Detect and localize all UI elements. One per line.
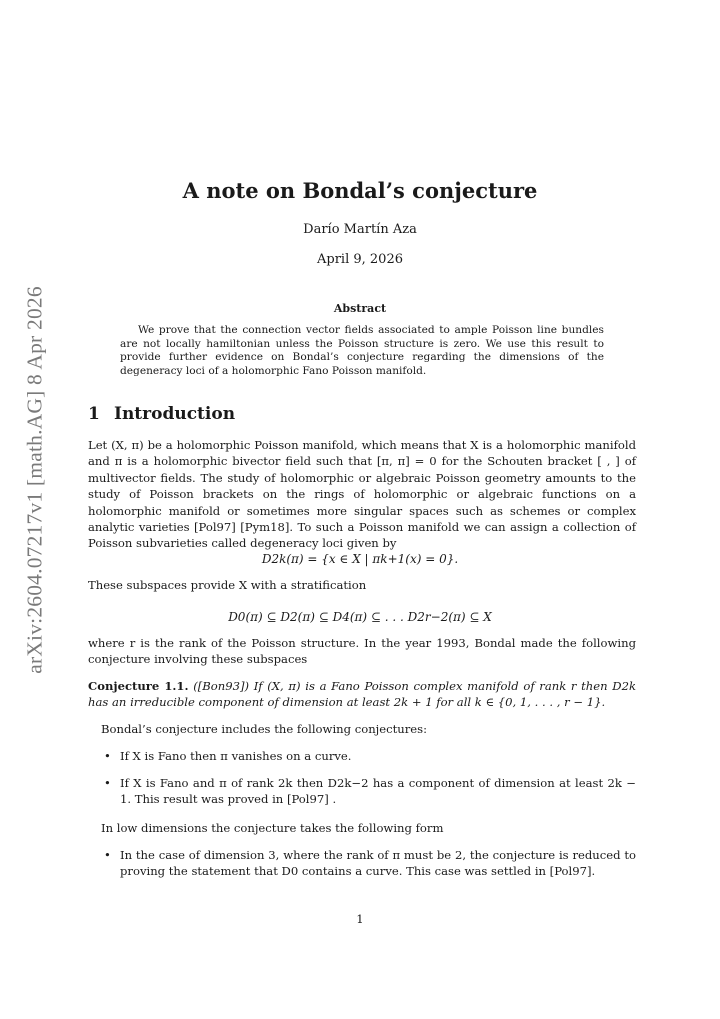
paragraph-text: where r is the rank of the Poisson structure. In the year 1993, Bondal made the following conjecture involving these subspaces [88,636,636,667]
bullet-icon: • [104,749,111,763]
page-number: 1 [356,912,364,926]
author-name: Darío Martín Aza [303,222,417,237]
list-item [88,775,636,808]
section-heading [88,404,235,424]
conjecture-text: ([Bon93]) If (X, π) is a Fano Poisson complex manifold of rank r then D2k has an irreducible component of dimension at least 2k + 1 for all k ∈ {0, 1, . . . , r − 1}. [88,679,636,710]
abstract-body [120,324,604,378]
equation-degeneracy-loci: D2k(π) = {x ∈ X | πk+1(x) = 0}. [261,552,459,566]
paper-title: A note on Bondal’s conjecture [182,178,538,203]
list-item-text: If X is Fano and π of rank 2k then D2k−2 has a component of dimension at least 2k − 1. This result was proved in [Pol97] . [120,776,636,807]
intro-paragraph-3 [88,635,636,668]
intro-paragraph-4 [101,721,636,737]
conjecture-block [88,678,636,711]
paragraph-text: In low dimensions the conjecture takes the following form [101,821,444,835]
intro-paragraph-2 [88,577,636,593]
arxiv-identifier: arXiv:2604.07217v1 [math.AG] 8 Apr 2026 [22,286,47,674]
intro-paragraph-5 [101,820,636,836]
paragraph-text: Bondal’s conjecture includes the following conjectures: [101,722,428,736]
intro-paragraph-1 [88,437,636,552]
section-number: 1 [88,404,100,424]
list-item [88,748,636,764]
abstract-heading: Abstract [333,302,387,315]
section-title: Introduction [114,404,236,424]
bullet-icon: • [104,848,111,862]
abstract-paragraph: We prove that the connection vector fields associated to ample Poisson line bundles are not locally hamiltonian unless the Poisson structure is zero. We use this result to provide further evidence on Bondal’s conjecture regarding the dimensions of the degeneracy loci of a holomorphic Fano Poisson manifold. [120,324,604,377]
paragraph-text: Let (X, π) be a holomorphic Poisson manifold, which means that X is a holomorphic manifold and π is a holomorphic bivector field such that [π, π] = 0 for the Schouten bracket [ , ] of multivector fields. The study of holomorphic or algebraic Poisson geometry amounts to the study of Poisson brackets on the rings of holomorphic or algebraic functions on a holomorphic manifold or sometimes more singular spaces such as schemes or complex analytic varieties [Pol97] [Pym18]. To such a Poisson manifold we can assign a collection of Poisson subvarieties called degeneracy loci given by [88,438,636,551]
list-item-text: In the case of dimension 3, where the rank of π must be 2, the conjecture is reduced to proving the statement that D0 contains a curve. This case was settled in [Pol97]. [120,848,636,879]
list-item [88,847,636,880]
paper-date: April 9, 2026 [317,252,403,267]
equation-stratification: D0(π) ⊆ D2(π) ⊆ D4(π) ⊆ . . . D2r−2(π) ⊆ X [228,610,492,624]
paragraph-text: These subspaces provide X with a stratification [88,578,367,592]
list-item-text: If X is Fano then π vanishes on a curve. [120,749,352,763]
bullet-icon: • [104,776,111,790]
conjecture-label: Conjecture 1.1. [88,679,189,693]
